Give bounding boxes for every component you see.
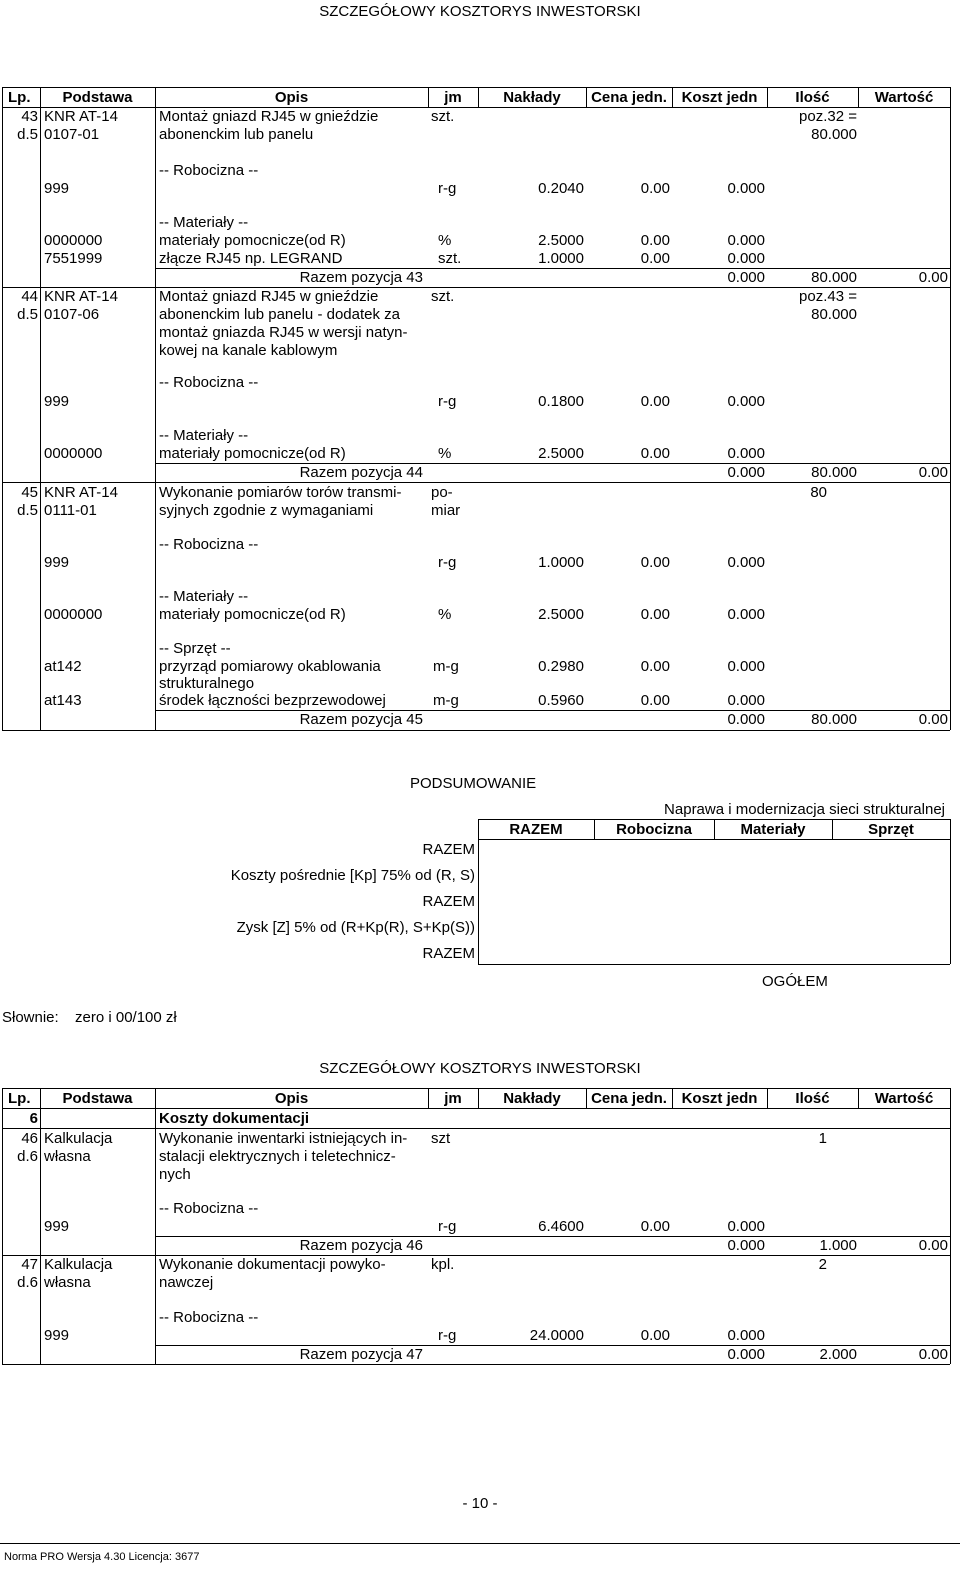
document-title: SZCZEGÓŁOWY KOSZTORYS INWESTORSKI [319, 3, 641, 20]
total-label: Razem pozycja 46 [299, 1237, 423, 1254]
table-border-bottom [2, 730, 950, 731]
total-label: Razem pozycja 47 [299, 1346, 423, 1363]
section-name: Naprawa i modernizacja sieci strukturalnej [664, 801, 945, 818]
total-label: Razem pozycja 44 [299, 464, 423, 481]
slownie-label: Słownie: [2, 1009, 59, 1026]
footer-divider [0, 1543, 960, 1544]
grand-total-label: OGÓŁEM [762, 973, 828, 990]
total-label: Razem pozycja 43 [299, 269, 423, 286]
summary-title: PODSUMOWANIE [410, 775, 537, 792]
page-number: - 10 - [462, 1495, 498, 1512]
table-border-top [2, 87, 950, 88]
footer-license: Norma PRO Wersja 4.30 Licencja: 3677 [4, 1551, 200, 1563]
slownie-value: zero i 00/100 zł [75, 1009, 177, 1026]
document-title-2: SZCZEGÓŁOWY KOSZTORYS INWESTORSKI [319, 1060, 641, 1077]
total-label: Razem pozycja 45 [299, 711, 423, 728]
